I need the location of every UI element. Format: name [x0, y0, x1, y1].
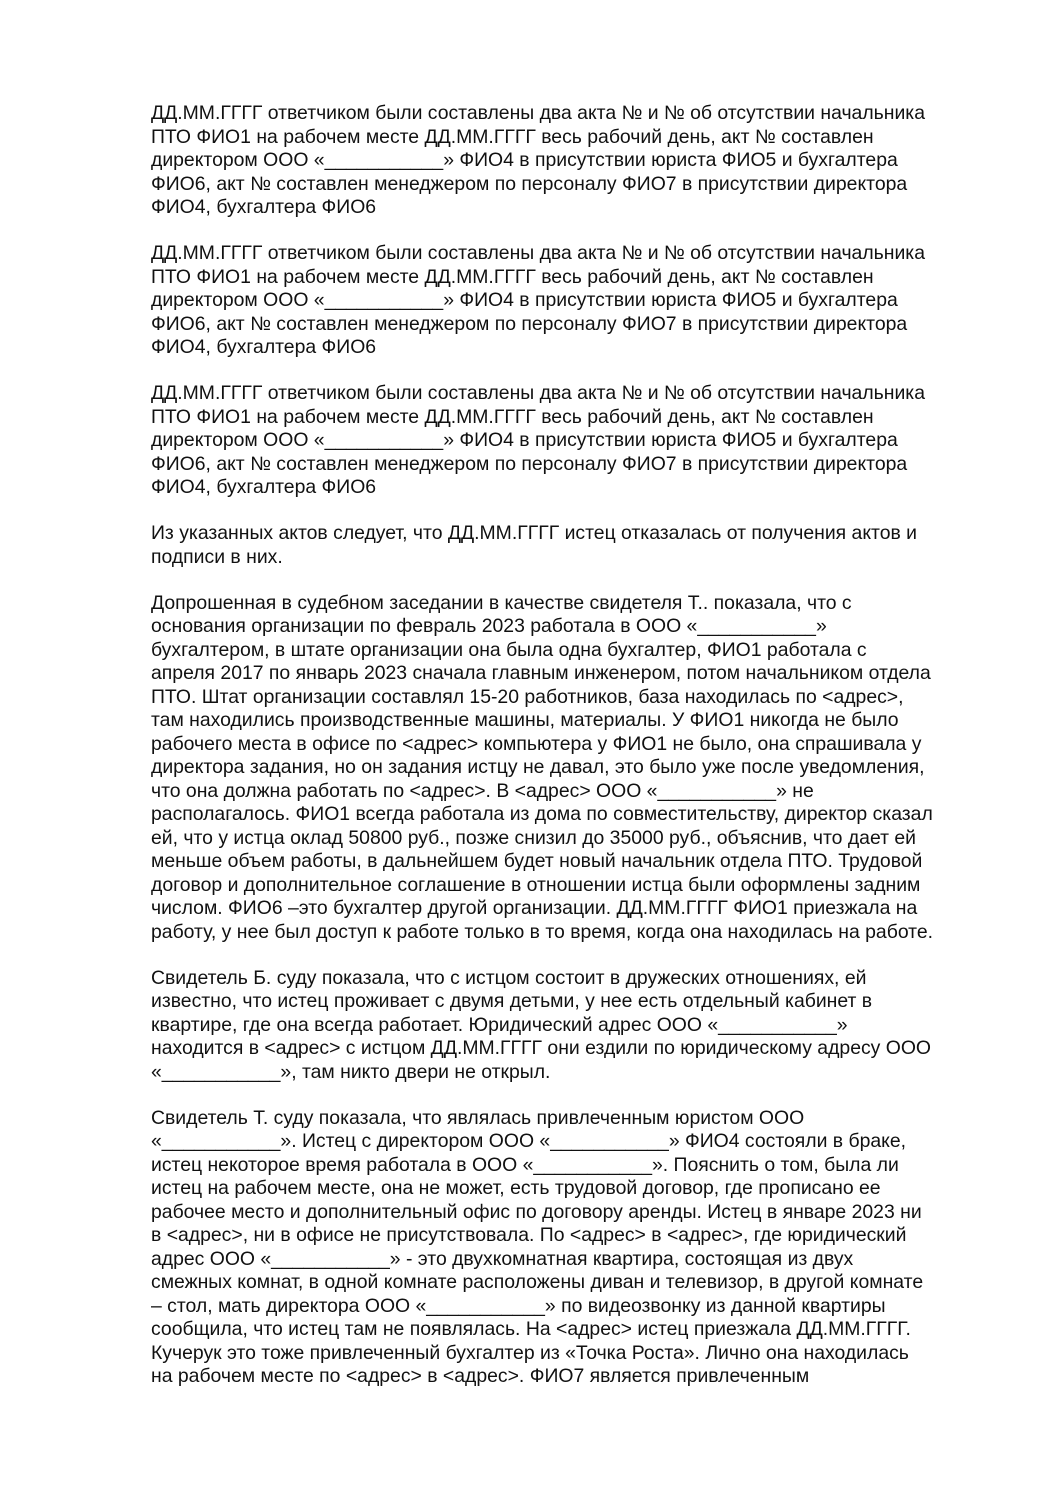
text-line: ДД.ММ.ГГГГ ответчиком были составлены два акта № и № об отсутствии начальника — [151, 102, 925, 124]
text-line: директором ООО «___________» ФИО4 в присутствии юриста ФИО5 и бухгалтера — [151, 429, 898, 451]
paragraph-acts-conclusion — [151, 522, 996, 569]
text-line: ФИО4, бухгалтера ФИО6 — [151, 476, 377, 498]
text-line: ПТО. Штат организации составлял 15-20 работников, база находилась по <адрес>, — [151, 685, 904, 708]
text-line: в <адрес>, ни в офисе не присутствовала. По <адрес> в <адрес>, где юридический — [151, 1224, 907, 1246]
text-line: что она должна работать по <адрес>. В <адрес> ООО «___________» не — [151, 779, 814, 802]
paragraph-witness-t1 — [151, 592, 996, 945]
text-line: – стол, мать директора ООО «___________» по видеозвонку из данной квартиры — [151, 1294, 886, 1317]
paragraph-act-1 — [151, 102, 996, 220]
text-line: апреля 2017 по январь 2023 сначала главным инженером, потом начальником отдела — [151, 662, 931, 684]
text-line: рабочего места в офисе по <адрес> компьютера у ФИО1 не было, она спрашивала у — [151, 732, 922, 755]
text-line: ПТО ФИО1 на рабочем месте ДД.ММ.ГГГГ весь рабочий день, акт № составлен — [151, 265, 874, 288]
text-line: Допрошенная в судебном заседании в качестве свидетеля Т.. показала, что с — [151, 591, 852, 614]
text-line: на рабочем месте по <адрес> в <адрес>. ФИО7 является привлеченным — [151, 1365, 810, 1387]
text-line: договор и дополнительное соглашение в отношении истца были оформлены задним — [151, 873, 921, 896]
text-line: Свидетель Т. суду показала, что являлась привлеченным юристом ООО — [151, 1106, 805, 1129]
text-line: смежных комнат, в одной комнате расположены диван и телевизор, в другой комнате — [151, 1271, 924, 1293]
text-line: сообщила, что истец там не появлялась. На <адрес> истец приезжала ДД.ММ.ГГГГ. — [151, 1318, 911, 1340]
paragraph-witness-b — [151, 967, 996, 1085]
text-line: директором ООО «___________» ФИО4 в присутствии юриста ФИО5 и бухгалтера — [151, 149, 898, 171]
text-line: истец на рабочем месте, она не может, есть трудовой договор, где прописано ее — [151, 1177, 881, 1199]
text-line: ФИО6, акт № составлен менеджером по персоналу ФИО7 в присутствии директора — [151, 452, 908, 475]
text-line: директором ООО «___________» ФИО4 в присутствии юриста ФИО5 и бухгалтера — [151, 289, 898, 311]
text-line: известно, что истец проживает с двумя детьми, у нее есть отдельный кабинет в — [151, 990, 873, 1012]
text-line: ПТО ФИО1 на рабочем месте ДД.ММ.ГГГГ весь рабочий день, акт № составлен — [151, 405, 874, 428]
text-line: располагалось. ФИО1 всегда работала из дома по совместительству, директор сказал — [151, 803, 933, 825]
text-line: ФИО6, акт № составлен менеджером по персоналу ФИО7 в присутствии директора — [151, 172, 908, 195]
text-line: меньше объем работы, в дальнейшем будет новый начальник отдела ПТО. Трудовой — [151, 850, 923, 872]
text-line: подписи в них. — [151, 545, 283, 568]
paragraph-witness-t2 — [151, 1107, 996, 1389]
text-line: ПТО ФИО1 на рабочем месте ДД.ММ.ГГГГ весь рабочий день, акт № составлен — [151, 125, 874, 148]
text-line: Свидетель Б. суду показала, что с истцом состоит в дружеских отношениях, ей — [151, 966, 867, 989]
text-line: там находились производственные машины, материалы. У ФИО1 никогда не было — [151, 709, 899, 731]
text-line: рабочее место и дополнительный офис по договору аренды. Истец в январе 2023 ни — [151, 1200, 922, 1223]
text-line: «___________», там никто двери не открыл. — [151, 1060, 551, 1083]
paragraph-act-2 — [151, 242, 996, 360]
text-line: работу, у нее был доступ к работе только в то время, когда она находилась на работе. — [151, 920, 934, 943]
text-line: ФИО4, бухгалтера ФИО6 — [151, 196, 377, 218]
text-line: адрес ООО «___________» - это двухкомнатная квартира, состоящая из двух — [151, 1247, 854, 1270]
text-line: истец некоторое время работала в ООО «___________». Пояснить о том, была ли — [151, 1153, 899, 1176]
text-line: находится в <адрес> с истцом ДД.ММ.ГГГГ они ездили по юридическому адресу ООО — [151, 1037, 931, 1059]
text-line: «___________». Истец с директором ООО «___________» ФИО4 состояли в браке, — [151, 1130, 907, 1152]
text-line: ей, что у истца оклад 50800 руб., позже снизил до 35000 руб., объяснив, что дает ей — [151, 826, 916, 849]
text-line: директора задания, но он задания истцу не давал, это было уже после уведомления, — [151, 756, 925, 778]
text-line: основания организации по февраль 2023 работала в ООО «___________» — [151, 615, 827, 637]
document-page — [151, 102, 996, 1411]
text-line: ДД.ММ.ГГГГ ответчиком были составлены два акта № и № об отсутствии начальника — [151, 242, 925, 264]
text-line: Кучерук это тоже привлеченный бухгалтер из «Точка Роста». Лично она находилась — [151, 1341, 909, 1364]
text-line: Из указанных актов следует, что ДД.ММ.ГГГГ истец отказалась от получения актов и — [151, 522, 917, 544]
text-line: бухгалтером, в штате организации она была одна бухгалтер, ФИО1 работала с — [151, 638, 867, 661]
text-line: числом. ФИО6 –это бухгалтер другой организации. ДД.ММ.ГГГГ ФИО1 приезжала на — [151, 897, 918, 919]
text-line: квартире, где она всегда работает. Юридический адрес ООО «___________» — [151, 1013, 848, 1036]
paragraph-act-3 — [151, 382, 996, 500]
text-line: ФИО6, акт № составлен менеджером по персоналу ФИО7 в присутствии директора — [151, 312, 908, 335]
text-line: ФИО4, бухгалтера ФИО6 — [151, 336, 377, 358]
text-line: ДД.ММ.ГГГГ ответчиком были составлены два акта № и № об отсутствии начальника — [151, 382, 925, 404]
